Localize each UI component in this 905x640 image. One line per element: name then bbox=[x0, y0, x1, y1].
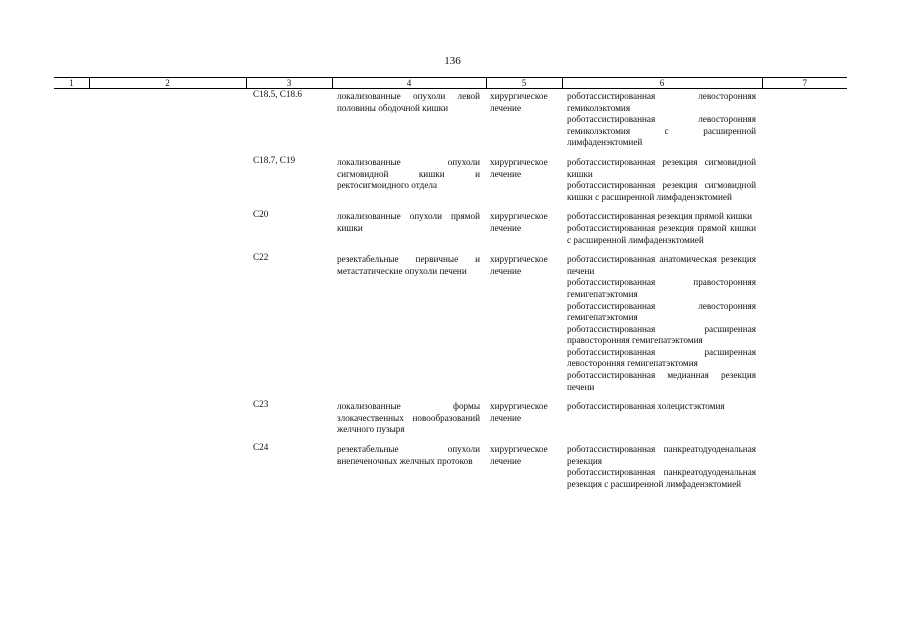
method-item: роботассистированная медианная резекция печени bbox=[567, 370, 756, 392]
method-item: роботассистированная холецистэктомия bbox=[567, 401, 725, 412]
methods-list bbox=[562, 399, 762, 413]
cell-col-7 bbox=[762, 89, 847, 155]
treatment-type: хирургическое лечение bbox=[490, 156, 548, 179]
cell-col-7 bbox=[762, 399, 847, 442]
treatment-type: хирургическое лечение bbox=[490, 401, 548, 423]
cell-col-7 bbox=[762, 252, 847, 399]
diagnosis-code: С24 bbox=[253, 442, 269, 453]
cell-col-1 bbox=[54, 209, 89, 252]
condition-text: резектабельные первичные и метастатические опухоли печени bbox=[337, 254, 480, 276]
page-number: 136 bbox=[444, 55, 461, 67]
diagnosis-code: С22 bbox=[253, 252, 269, 263]
diagnosis-code: С18.5, С18.6 bbox=[253, 89, 303, 99]
methods-list bbox=[562, 155, 762, 203]
method-item: роботассистированная резекция сигмовидной кишки с расширенной лимфаденэктомией bbox=[567, 180, 756, 202]
methods-list bbox=[562, 442, 762, 490]
treatment-type: хирургическое лечение bbox=[490, 254, 548, 276]
cell-col-1 bbox=[54, 442, 89, 496]
table-row bbox=[54, 442, 847, 496]
method-item: роботассистированная панкреатодуоденальная резекция с расширенной лимфаденэктомией bbox=[567, 467, 756, 489]
condition-text: локализованные формы злокачественных новообразований желчного пузыря bbox=[337, 401, 480, 435]
method-item: роботассистированная резекция прямой кишки bbox=[567, 211, 753, 222]
column-header: 2 bbox=[89, 78, 246, 89]
column-header-row bbox=[54, 78, 847, 89]
condition-text: резектабельные опухоли внепеченочных желчных протоков bbox=[337, 444, 480, 466]
procedures-table bbox=[54, 77, 847, 496]
diagnosis-code: С23 bbox=[253, 399, 269, 410]
diagnosis-code: С20 bbox=[253, 209, 269, 220]
cell-col-1 bbox=[54, 399, 89, 442]
condition-text: локализованные опухоли левой половины ободочной кишки bbox=[337, 91, 480, 113]
cell-col-1 bbox=[54, 89, 89, 155]
cell-col-7 bbox=[762, 155, 847, 209]
column-header: 1 bbox=[54, 78, 89, 89]
cell-col-2 bbox=[89, 209, 246, 252]
condition-text: локализованные опухоли прямой кишки bbox=[337, 211, 480, 233]
method-item: роботассистированная резекция прямой кишки с расширенной лимфаденэктомией bbox=[567, 222, 756, 245]
method-item: роботассистированная расширенная правосторонняя гемигепатэктомия bbox=[567, 323, 756, 346]
cell-col-7 bbox=[762, 209, 847, 252]
method-item: роботассистированная анатомическая резекция печени bbox=[567, 254, 756, 276]
cell-col-2 bbox=[89, 89, 246, 155]
table-row bbox=[54, 252, 847, 399]
methods-list bbox=[562, 89, 762, 149]
method-item: роботассистированная левосторонняя гемигепатэктомия bbox=[567, 300, 756, 323]
methods-list bbox=[562, 209, 762, 246]
treatment-type: хирургическое лечение bbox=[490, 91, 548, 113]
cell-col-7 bbox=[762, 442, 847, 496]
diagnosis-code: С18.7, С19 bbox=[253, 154, 296, 165]
column-header: 4 bbox=[332, 78, 486, 89]
methods-list bbox=[562, 252, 762, 393]
method-item: роботассистированная панкреатодуоденальная резекция bbox=[567, 444, 756, 466]
column-header: 5 bbox=[486, 78, 562, 89]
cell-col-2 bbox=[89, 155, 246, 209]
treatment-type: хирургическое лечение bbox=[490, 211, 548, 233]
method-item: роботассистированная левосторонняя гемиколэктомия с расширенной лимфаденэктомией bbox=[567, 114, 756, 148]
treatment-type: хирургическое лечение bbox=[490, 444, 548, 466]
cell-col-2 bbox=[89, 399, 246, 442]
column-header: 6 bbox=[562, 78, 762, 89]
method-item: роботассистированная правосторонняя гемигепатэктомия bbox=[567, 277, 756, 299]
table-row bbox=[54, 89, 847, 155]
cell-col-2 bbox=[89, 442, 246, 496]
table-row bbox=[54, 155, 847, 209]
method-item: роботассистированная левосторонняя гемиколэктомия bbox=[567, 91, 756, 113]
table-row bbox=[54, 209, 847, 252]
method-item: роботассистированная расширенная левосторонняя гемигепатэктомия bbox=[567, 346, 756, 369]
cell-col-2 bbox=[89, 252, 246, 399]
cell-col-1 bbox=[54, 155, 89, 209]
cell-col-1 bbox=[54, 252, 89, 399]
column-header: 7 bbox=[762, 78, 847, 89]
method-item: роботассистированная резекция сигмовидной кишки bbox=[567, 156, 756, 179]
condition-text: локализованные опухоли сигмовидной кишки и ректосигмоидного отдела bbox=[337, 156, 480, 191]
table-row bbox=[54, 399, 847, 442]
table-body bbox=[54, 89, 847, 497]
column-header: 3 bbox=[246, 78, 332, 89]
